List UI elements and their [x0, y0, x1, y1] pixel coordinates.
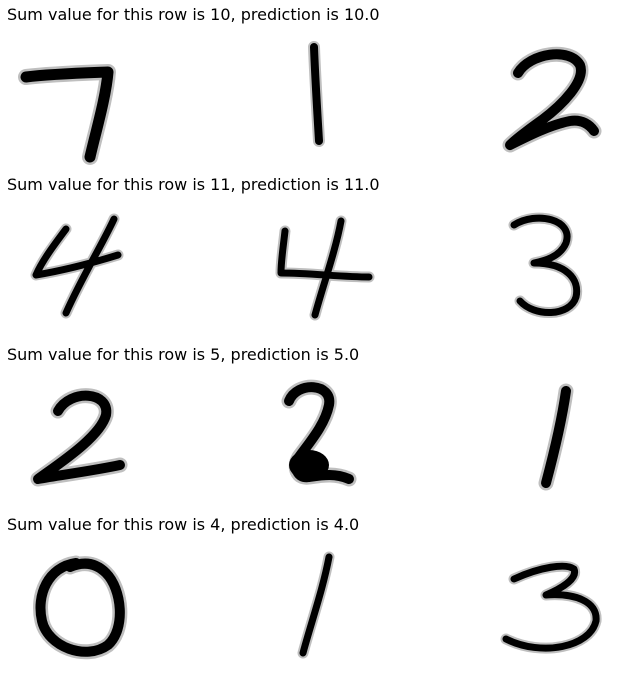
- row-3-title: Sum value for this row is 5, prediction is 5.0: [7, 345, 360, 364]
- row-2-digit-1: [10, 205, 138, 333]
- row-1-digit-2: [253, 35, 381, 163]
- row-1-title: Sum value for this row is 10, prediction is 10.0: [7, 5, 380, 24]
- row-3-digit-2: [253, 375, 381, 503]
- row-3-digit-3: [490, 375, 618, 503]
- row-2-title: Sum value for this row is 11, prediction is 11.0: [7, 175, 380, 194]
- row-1-digit-1: [10, 35, 138, 163]
- row-2-digit-2: [253, 205, 381, 333]
- row-4-title: Sum value for this row is 4, prediction is 4.0: [7, 515, 360, 534]
- row-1-digit-3: [490, 35, 618, 163]
- row-4-digit-1: [10, 545, 138, 673]
- row-2-digit-3: [490, 205, 618, 333]
- row-4-digit-3: [490, 545, 618, 673]
- row-4-digit-2: [253, 545, 381, 673]
- row-3-digit-1: [10, 375, 138, 503]
